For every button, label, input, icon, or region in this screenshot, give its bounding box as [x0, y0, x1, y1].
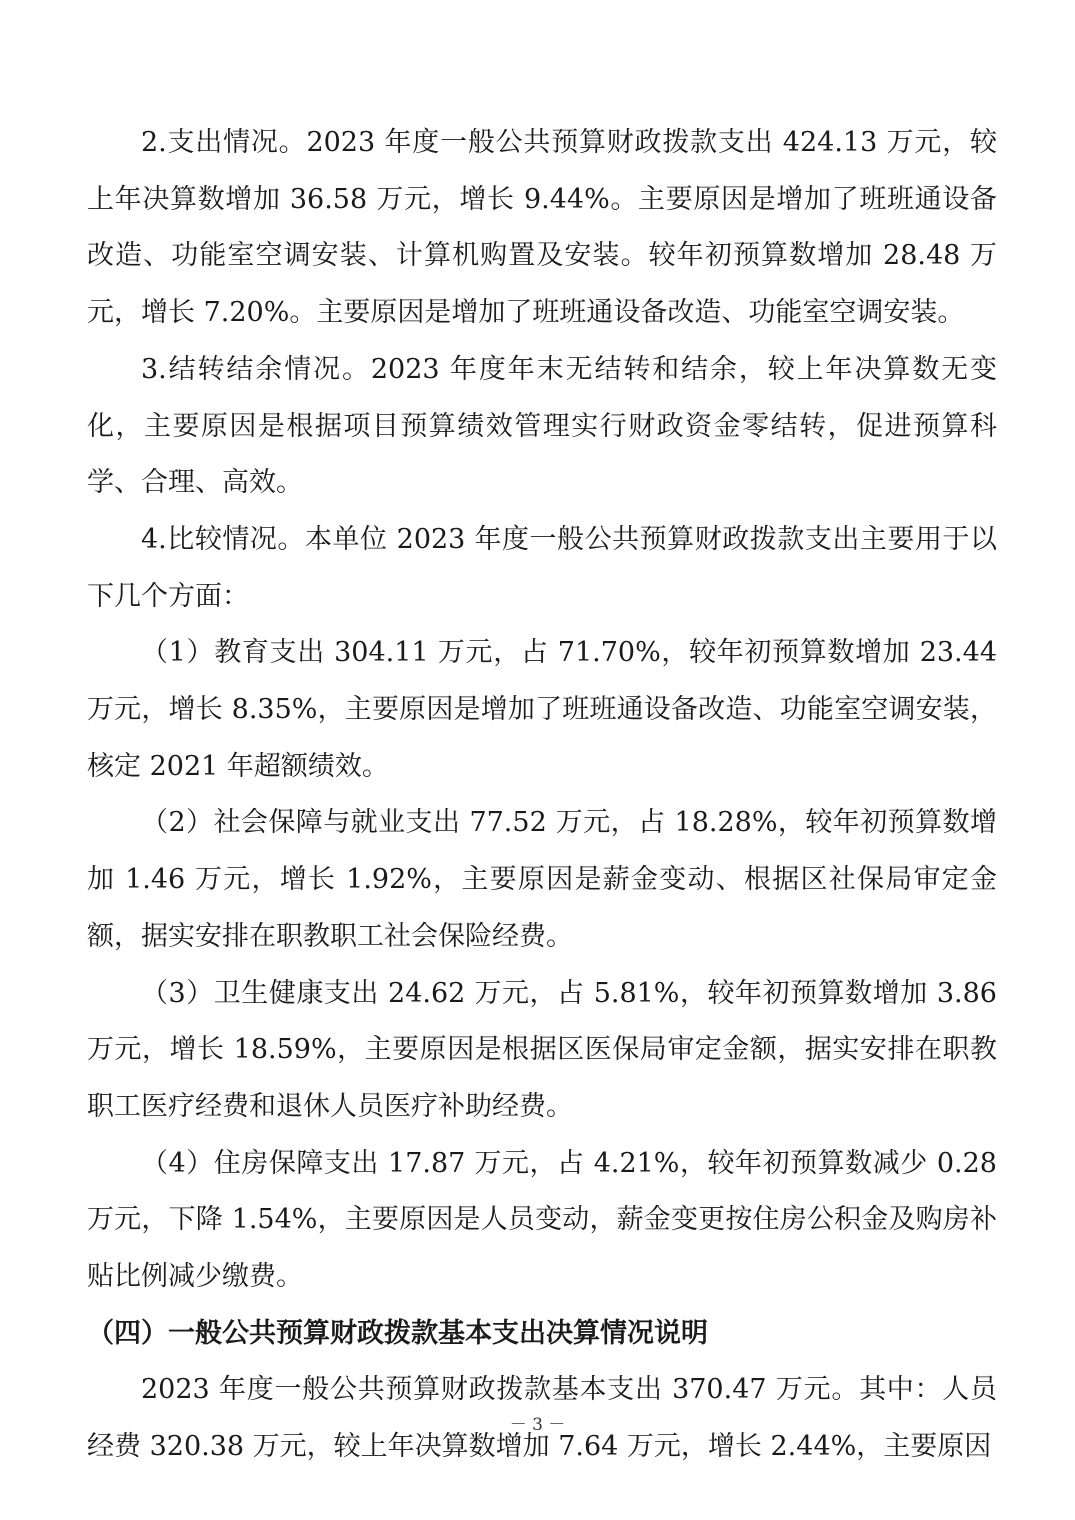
document-body [87, 115, 997, 1476]
paragraph-education: （1）教育支出 304.11 万元，占 71.70%，较年初预算数增加 23.44 万元，增长 8.35%，主要原因是增加了班班通设备改造、功能室空调安装，核定 2021 年超额绩效。 [87, 637, 997, 782]
paragraph-housing: （4）住房保障支出 17.87 万元，占 4.21%，较年初预算数减少 0.28 万元，下降 1.54%，主要原因是人员变动，薪金变更按住房公积金及购房补贴比例减少缴费。 [87, 1147, 997, 1293]
paragraph-comparison: 4.比较情况。本单位 2023 年度一般公共预算财政拨款支出主要用于以下几个方面： [87, 523, 997, 612]
paragraph-social-security: （2）社会保障与就业支出 77.52 万元，占 18.28%，较年初预算数增加 1.46 万元，增长 1.92%，主要原因是薪金变动、根据区社保局审定金额，据实安排在职教职工社会保险经费。 [87, 807, 997, 952]
paragraph-basic-expenditure: 2023 年度一般公共预算财政拨款基本支出 370.47 万元。其中：人员经费 320.38 万元，较上年决算数增加 7.64 万元，增长 2.44%，主要原因 [87, 1374, 997, 1463]
page-number: － 3 － [509, 1415, 566, 1435]
paragraph-health: （3）卫生健康支出 24.62 万元，占 5.81%，较年初预算数增加 3.86 万元，增长 18.59%，主要原因是根据区医保局审定金额，据实安排在职教职工医疗经费和退休人员医疗补助经费。 [87, 977, 997, 1122]
paragraph-expenditure: 2.支出情况。2023 年度一般公共预算财政拨款支出 424.13 万元，较上年决算数增加 36.58 万元，增长 9.44%。主要原因是增加了班班通设备改造、功能室空调安装、计算机购置及安装。较年初预算数增加 28.48 万元，增长 7.20%。主要原因是增加了班班通设备改造、功能室空调安装。 [87, 127, 997, 329]
paragraph-carryover: 3.结转结余情况。2023 年度年末无结转和结余，较上年决算数无变化，主要原因是根据项目预算绩效管理实行财政资金零结转，促进预算科学、合理、高效。 [87, 353, 997, 499]
section-heading: （四）一般公共预算财政拨款基本支出决算情况说明 [87, 1317, 708, 1349]
